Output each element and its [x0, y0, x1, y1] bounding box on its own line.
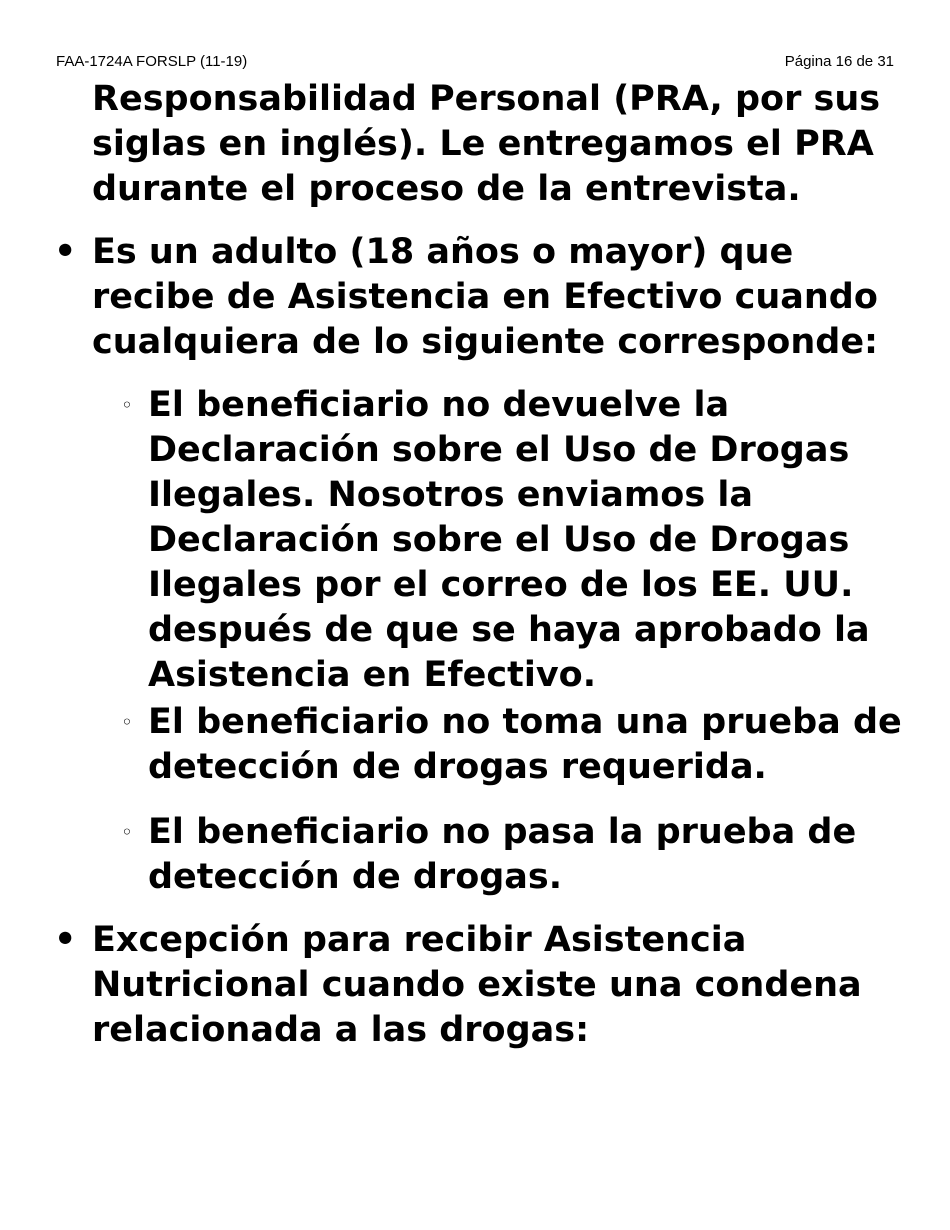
- sub-item-drug-declaration: [121, 383, 938, 698]
- bullet-marker: •: [54, 920, 77, 960]
- bullet-text: Excepción para recibir Asistencia Nutricional cuando existe una condena relacionada a las drogas:: [92, 920, 862, 1050]
- sub-bullet-marker: ◦: [121, 710, 133, 734]
- sub-item-drug-test-failed: [121, 810, 938, 900]
- sub-item-text: El beneficiario no pasa la prueba de detección de drogas.: [148, 812, 857, 897]
- document-body: [0, 77, 950, 1053]
- sub-item-drug-test-not-taken: [121, 700, 938, 790]
- bullet-item-nutrition-exception: [54, 918, 922, 1053]
- page-number: Página 16 de 31: [784, 53, 894, 70]
- sub-bullet-marker: ◦: [121, 393, 133, 417]
- sub-bullet-marker: ◦: [121, 820, 133, 844]
- sub-item-text: El beneficiario no devuelve la Declaración sobre el Uso de Drogas Ilegales. Nosotros enviamos la Declaración sobre el Uso de Drogas Ilegales por el correo de los EE. UU. después de que se haya aprobado la Asistencia en Efectivo.: [148, 385, 870, 695]
- bullet-item-adult-cash-assistance: [54, 230, 922, 365]
- sub-item-text: El beneficiario no toma una prueba de detección de drogas requerida.: [148, 702, 902, 787]
- continued-paragraph: Responsabilidad Personal (PRA, por sus siglas en inglés). Le entregamos el PRA durante el proceso de la entrevista.: [92, 79, 881, 209]
- bullet-text: Es un adulto (18 años o mayor) que recibe de Asistencia en Efectivo cuando cualquiera de lo siguiente corresponde:: [92, 232, 879, 362]
- bullet-marker: •: [54, 232, 77, 272]
- form-id: FAA-1724A FORSLP (11-19): [56, 53, 248, 70]
